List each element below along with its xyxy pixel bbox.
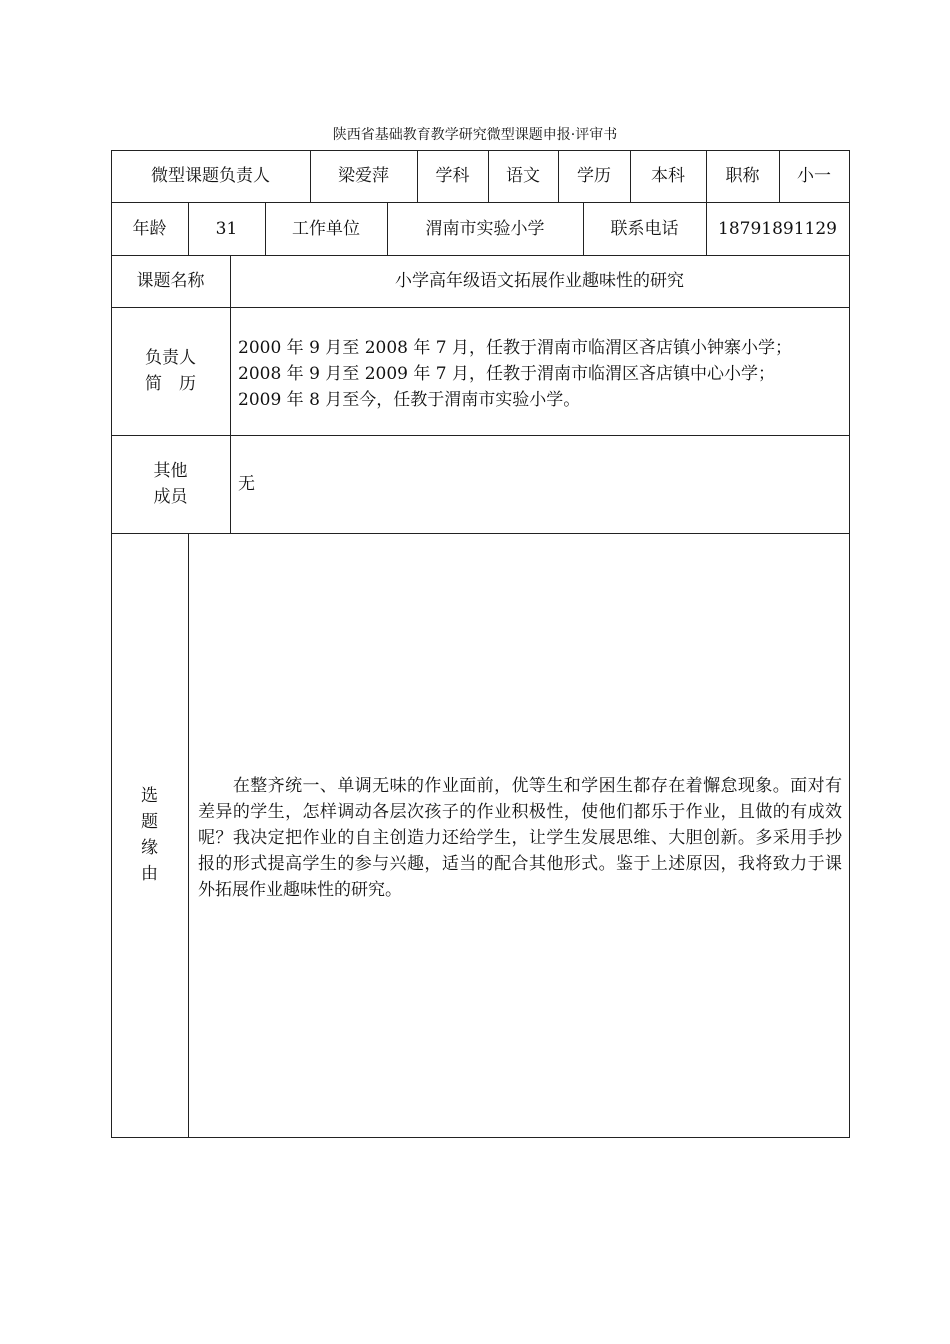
topic-label: 课题名称 xyxy=(136,271,205,291)
education-label: 学历 xyxy=(577,166,611,186)
work-unit-label: 工作单位 xyxy=(292,218,360,239)
members-value: 无 xyxy=(238,474,255,494)
table-rule xyxy=(111,1137,850,1138)
reason-label-char: 由 xyxy=(141,864,158,884)
phone-label: 联系电话 xyxy=(610,218,679,239)
resume-label-line: 负责人 xyxy=(145,348,196,368)
members-label xyxy=(111,435,230,533)
phone-value: 18791891129 xyxy=(718,218,837,239)
leader-label: 微型课题负责人 xyxy=(151,166,270,186)
table-rule xyxy=(849,150,850,1138)
work-unit-value: 渭南市实验小学 xyxy=(425,218,545,239)
table-rule xyxy=(111,533,850,534)
resume-line: 2009 年 8 月至今，任教于渭南市实验小学。 xyxy=(238,390,581,410)
age-label: 年龄 xyxy=(132,218,167,239)
resume-content xyxy=(230,334,849,414)
members-label-line: 其他 xyxy=(153,461,188,481)
resume-label-line: 简 历 xyxy=(145,374,196,394)
professional-title-value: 小一 xyxy=(797,166,831,186)
leader-name: 梁爱萍 xyxy=(338,166,389,186)
subject-label: 学科 xyxy=(435,166,470,186)
subject-value: 语文 xyxy=(506,166,540,186)
age-value: 31 xyxy=(215,218,238,239)
resume-line: 2008 年 9 月至 2009 年 7 月，任教于渭南市临渭区吝店镇中心小学； xyxy=(238,364,775,384)
resume-line: 2000 年 9 月至 2008 年 7 月，任教于渭南市临渭区吝店镇小钟寨小学； xyxy=(238,338,792,358)
document-title: 陕西省基础教育教学研究微型课题申报·评审书 xyxy=(332,127,618,143)
education-value: 本科 xyxy=(651,166,685,186)
reason-content xyxy=(198,773,842,903)
topic-value: 小学高年级语文拓展作业趣味性的研究 xyxy=(395,271,684,291)
reason-paragraph: 在整齐统一、单调无味的作业面前，优等生和学困生都存在着懈怠现象。面对有差异的学生，怎样调动各层次孩子的作业积极性，使他们都乐于作业，且做的有成效呢？我决定把作业的自主创造力还给学生，让学生发展思维、大胆创新。多采用手抄报的形式提高学生的参与兴趣，适当的配合其他形式。鉴于上述原因，我将致力于课外拓展作业趣味性的研究。 xyxy=(198,776,842,900)
reason-label-char: 选 xyxy=(141,786,158,806)
professional-title-label: 职称 xyxy=(725,166,760,186)
reason-label-char: 缘 xyxy=(141,838,158,858)
reason-label xyxy=(111,533,188,1137)
table-rule xyxy=(188,533,189,1138)
resume-label xyxy=(111,307,230,435)
reason-label-char: 题 xyxy=(141,812,158,832)
members-label-line: 成员 xyxy=(153,487,188,507)
